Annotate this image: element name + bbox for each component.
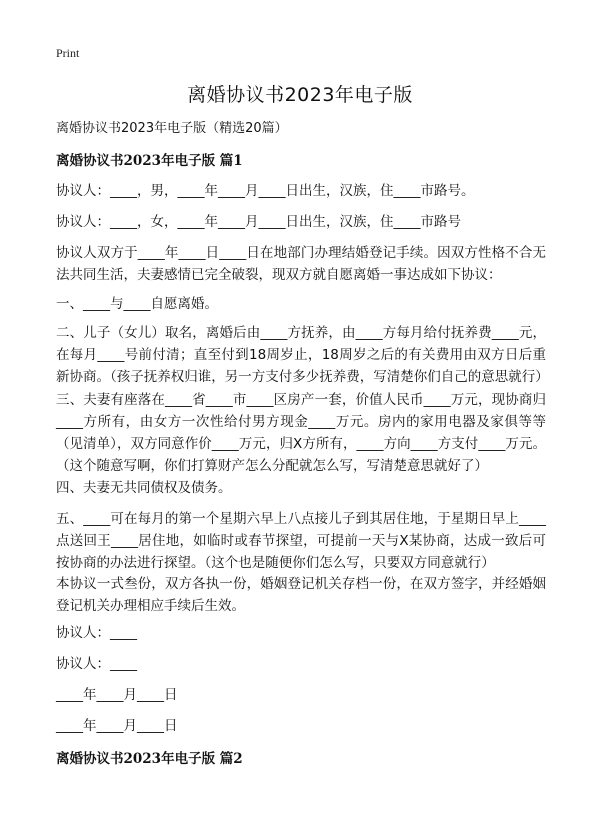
signature-line-2: 协议人：____ — [56, 656, 137, 672]
date-line-1: ____年____月____日 — [56, 687, 178, 703]
section-heading-2: 离婚协议书2023年电子版 篇2 — [56, 751, 243, 767]
signature-line-1: 协议人：____ — [56, 625, 137, 641]
clause-2: 二、儿子（女儿）取名，离婚后由____方抚养，由____方每月给付抚养费____元，在每月____号前付清；直至付到18周岁止，18周岁之后的有关费用由双方日后重新协商。（孩子抚养权归谁，另一方支付多少抚养费，写清楚你们自己的意思就行） — [56, 325, 549, 385]
section-heading-1: 离婚协议书2023年电子版 篇1 — [56, 153, 243, 169]
print-label[interactable]: Print — [56, 46, 80, 60]
page-title: 离婚协议书2023年电子版 — [187, 84, 413, 106]
date-line-2: ____年____月____日 — [56, 718, 178, 734]
closing-paragraph: 本协议一式叁份，双方各执一份，婚姻登记机关存档一份，在双方签字，并经婚姻登记机关办理相应手续后生效。 — [56, 576, 546, 614]
party-2-line: 协议人：____，女，____年____月____日出生，汉族，住____市路号 — [56, 214, 461, 230]
document-subtitle: 离婚协议书2023年电子版（精选20篇） — [56, 121, 288, 136]
clause-4: 四、夫妻无共同债权及债务。 — [56, 480, 232, 496]
party-1-line: 协议人：____，男，____年____月____日出生，汉族，住____市路号。 — [56, 183, 475, 199]
clause-1: 一、____与____自愿离婚。 — [56, 296, 218, 312]
intro-paragraph: 协议人双方于____年____日____日在地部门办理结婚登记手续。因双方性格不合无法共同生活，夫妻感情已完全破裂，现双方就自愿离婚一事达成如下协议： — [56, 245, 546, 283]
clause-5: 五、____可在每月的第一个星期六早上八点接儿子到其居住地，于星期日早上____点送回王____居住地，如临时或春节探望，可提前一天与X某协商，达成一致后可按协商的办法进行探望。（这个也是随便你们怎么写，只要双方同意就行） — [56, 511, 546, 571]
clause-3: 三、夫妻有座落在____省____市____区房产一套，价值人民币____万元，现协商归____方所有，由女方一次性给付男方现金____万元。房内的家用电器及家俱等等（见清单），双方同意作价____万元，归X方所有，____方向____方支付____万元。（这个随意写啊，你们打算财产怎么分配就怎么写，写清楚意思就好了） — [56, 392, 546, 474]
